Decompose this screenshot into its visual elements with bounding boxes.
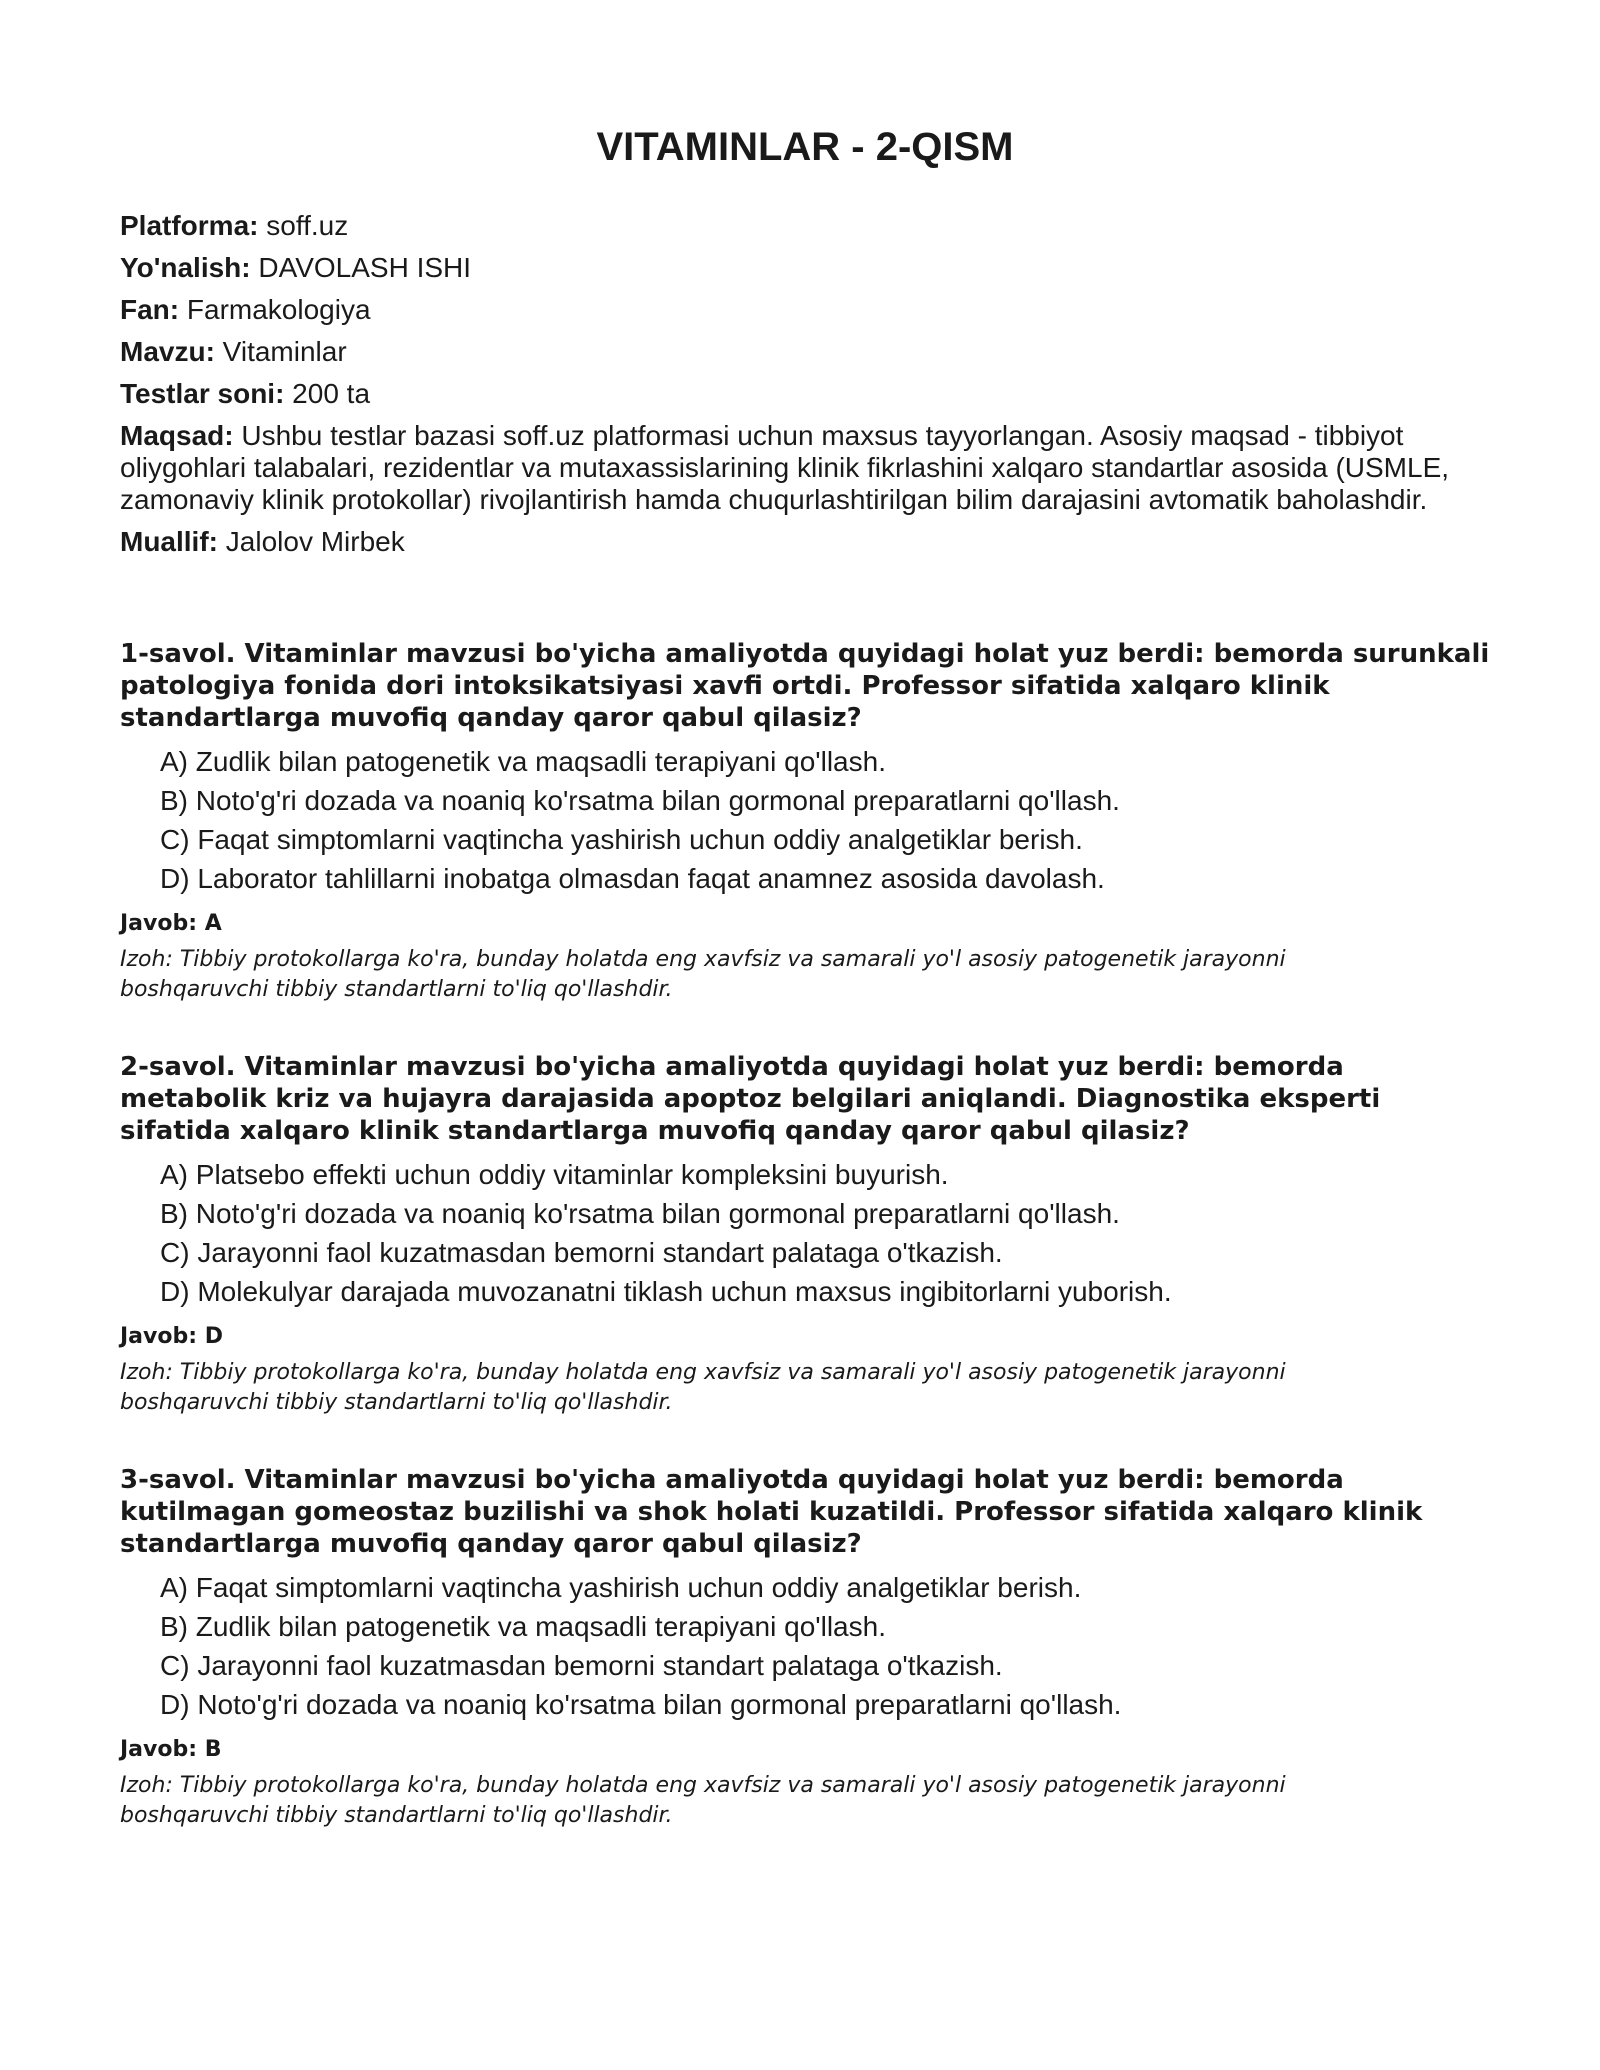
meta-key: Platforma: (120, 210, 259, 241)
option-c: C) Jarayonni faol kuzatmasdan bemorni standart palataga o'tkazish. (160, 1650, 1003, 1681)
option-d: D) Noto'g'ri dozada va noaniq ko'rsatma bilan gormonal preparatlarni qo'llash. (160, 1689, 1122, 1720)
meta-key: Yo'nalish: (120, 252, 251, 283)
meta-subject (120, 294, 1490, 326)
meta-key: Muallif: (120, 526, 218, 557)
meta-goal (120, 420, 1490, 516)
option-d: D) Laborator tahlillarni inobatga olmasdan faqat anamnez asosida davolash. (160, 863, 1105, 894)
meta-value: 200 ta (284, 378, 371, 409)
meta-value: Jalolov Mirbek (218, 526, 405, 557)
document-title: VITAMINLAR - 2-QISM (596, 125, 1014, 169)
option-a: A) Faqat simptomlarni vaqtincha yashirish uchun oddiy analgetiklar berish. (160, 1572, 1082, 1603)
meta-value: Ushbu testlar bazasi soff.uz platformasi uchun maxsus tayyorlangan. Asosiy maqsad - tibbiyot oliygohlari talabalari, rezidentlar va mutaxassislarining klinik fikrlashini xalqaro standartlar asosida (USMLE, zamonaviy klinik protokollar) rivojlantirish hamda chuqurlashtirilgan bilim darajasini avtomatik baholashdir. (120, 420, 1450, 515)
explanation-note: Izoh: Tibbiy protokollarga ko'ra, bunday holatda eng xavfsiz va samarali yo'l asosiy patogenetik jarayonni boshqaruvchi tibbiy standartlarni to'liq qo'llashdir. (120, 1773, 1286, 1828)
option-b: B) Noto'g'ri dozada va noaniq ko'rsatma bilan gormonal preparatlarni qo'llash. (160, 785, 1120, 816)
option-list (120, 1572, 1490, 1721)
meta-block (120, 210, 1490, 558)
meta-topic (120, 336, 1490, 368)
meta-direction (120, 252, 1490, 284)
question-3 (120, 1464, 1490, 1831)
meta-key: Testlar soni: (120, 378, 285, 409)
document-page (120, 120, 1490, 1877)
meta-key: Fan: (120, 294, 180, 325)
meta-key: Maqsad: (120, 420, 234, 451)
meta-value: DAVOLASH ISHI (250, 252, 472, 283)
question-1 (120, 638, 1490, 1005)
question-text: 3-savol. Vitaminlar mavzusi bo'yicha amaliyotda quyidagi holat yuz berdi: bemorda kutilmagan gomeostaz buzilishi va shok holati kuzatildi. Professor sifatida xalqaro klinik standartlarga muvofiq qanday qaror qabul qilasiz? (120, 1465, 1423, 1559)
section-spacer (120, 568, 1490, 638)
meta-value: Farmakologiya (179, 294, 371, 325)
question-text: 1-savol. Vitaminlar mavzusi bo'yicha amaliyotda quyidagi holat yuz berdi: bemorda surunkali patologiya fonida dori intoksikatsiyasi xavfi ortdi. Professor sifatida xalqaro klinik standartlarga muvofiq qanday qaror qabul qilasiz? (120, 639, 1490, 733)
explanation-note: Izoh: Tibbiy protokollarga ko'ra, bunday holatda eng xavfsiz va samarali yo'l asosiy patogenetik jarayonni boshqaruvchi tibbiy standartlarni to'liq qo'llashdir. (120, 947, 1286, 1002)
option-b: B) Zudlik bilan patogenetik va maqsadli terapiyani qo'llash. (160, 1611, 886, 1642)
option-c: C) Faqat simptomlarni vaqtincha yashirish uchun oddiy analgetiklar berish. (160, 824, 1083, 855)
meta-author (120, 526, 1490, 558)
question-text: 2-savol. Vitaminlar mavzusi bo'yicha amaliyotda quyidagi holat yuz berdi: bemorda metabolik kriz va hujayra darajasida apoptoz belgilari aniqlandi. Diagnostika eksperti sifatida xalqaro klinik standartlarga muvofiq qanday qaror qabul qilasiz? (120, 1052, 1381, 1146)
answer-label: Javob: D (120, 1324, 223, 1349)
question-2 (120, 1051, 1490, 1418)
explanation-note: Izoh: Tibbiy protokollarga ko'ra, bunday holatda eng xavfsiz va samarali yo'l asosiy patogenetik jarayonni boshqaruvchi tibbiy standartlarni to'liq qo'llashdir. (120, 1360, 1286, 1415)
option-list (120, 746, 1490, 895)
meta-key: Mavzu: (120, 336, 215, 367)
answer-label: Javob: A (120, 911, 222, 936)
meta-value: Vitaminlar (214, 336, 347, 367)
option-d: D) Molekulyar darajada muvozanatni tiklash uchun maxsus ingibitorlarni yuborish. (160, 1276, 1172, 1307)
option-b: B) Noto'g'ri dozada va noaniq ko'rsatma bilan gormonal preparatlarni qo'llash. (160, 1198, 1120, 1229)
option-a: A) Zudlik bilan patogenetik va maqsadli terapiyani qo'llash. (160, 746, 886, 777)
meta-platform (120, 210, 1490, 242)
meta-value: soff.uz (258, 210, 349, 241)
answer-label: Javob: B (120, 1737, 222, 1762)
meta-test-count (120, 378, 1490, 410)
option-list (120, 1159, 1490, 1308)
option-a: A) Platsebo effekti uchun oddiy vitaminlar kompleksini buyurish. (160, 1159, 949, 1190)
option-c: C) Jarayonni faol kuzatmasdan bemorni standart palataga o'tkazish. (160, 1237, 1003, 1268)
